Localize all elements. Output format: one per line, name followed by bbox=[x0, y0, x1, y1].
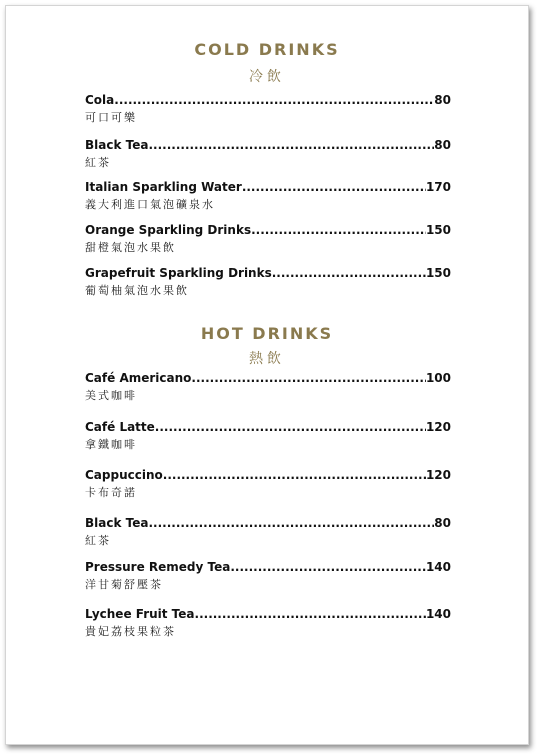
item-chinese-name: 義大利進口氣泡礦泉水 bbox=[85, 198, 215, 211]
item-name: Orange Sparkling Drinks bbox=[85, 223, 252, 237]
dot-leader bbox=[148, 138, 434, 153]
item-price: 170 bbox=[425, 180, 451, 194]
item-price: 120 bbox=[425, 420, 451, 434]
item-price: 120 bbox=[425, 468, 451, 482]
menu-page bbox=[5, 5, 529, 745]
item-name: Cappuccino bbox=[85, 468, 163, 482]
item-chinese-name: 美式咖啡 bbox=[85, 389, 137, 402]
menu-item bbox=[85, 560, 451, 591]
menu-item bbox=[85, 516, 451, 547]
item-name: Grapefruit Sparkling Drinks bbox=[85, 266, 272, 280]
item-price: 140 bbox=[425, 560, 451, 574]
dot-leader bbox=[155, 420, 426, 435]
item-chinese-name: 拿鐵咖啡 bbox=[85, 438, 137, 451]
item-price: 150 bbox=[425, 266, 451, 280]
item-name: Black Tea bbox=[85, 516, 149, 530]
dot-leader bbox=[230, 560, 426, 575]
dot-leader bbox=[272, 266, 426, 281]
menu-item bbox=[85, 138, 451, 169]
dot-leader bbox=[148, 516, 434, 531]
menu-item bbox=[85, 607, 451, 638]
item-chinese-name: 可口可樂 bbox=[85, 111, 137, 124]
dot-leader bbox=[195, 607, 426, 622]
item-price: 150 bbox=[425, 223, 451, 237]
item-price: 80 bbox=[434, 516, 451, 530]
dot-leader bbox=[242, 180, 426, 195]
item-chinese-name: 卡布奇諾 bbox=[85, 486, 137, 499]
menu-item bbox=[85, 266, 451, 297]
dot-leader bbox=[163, 468, 426, 483]
hot-drinks-subtitle: 熱飲 bbox=[249, 351, 285, 367]
item-chinese-name: 紅茶 bbox=[85, 156, 111, 169]
dot-leader bbox=[191, 371, 426, 386]
item-name: Pressure Remedy Tea bbox=[85, 560, 231, 574]
item-name: Cola bbox=[85, 93, 115, 107]
item-name: Lychee Fruit Tea bbox=[85, 607, 195, 621]
item-price: 100 bbox=[425, 371, 451, 385]
item-name: Italian Sparkling Water bbox=[85, 180, 242, 194]
menu-item bbox=[85, 93, 451, 124]
item-price: 80 bbox=[434, 93, 451, 107]
item-name: Black Tea bbox=[85, 138, 149, 152]
cold-drinks-subtitle: 冷飲 bbox=[249, 69, 285, 85]
item-chinese-name: 貴妃荔枝果粒茶 bbox=[85, 625, 176, 638]
item-name: Café Americano bbox=[85, 371, 192, 385]
item-chinese-name: 葡萄柚氣泡水果飲 bbox=[85, 284, 189, 297]
menu-item bbox=[85, 223, 451, 254]
item-chinese-name: 紅茶 bbox=[85, 534, 111, 547]
dot-leader bbox=[114, 93, 434, 108]
menu-item bbox=[85, 180, 451, 211]
item-chinese-name: 甜橙氣泡水果飲 bbox=[85, 241, 176, 254]
menu-item bbox=[85, 420, 451, 451]
item-name: Café Latte bbox=[85, 420, 155, 434]
cold-drinks-title: COLD DRINKS bbox=[194, 40, 340, 59]
item-price: 80 bbox=[434, 138, 451, 152]
item-price: 140 bbox=[425, 607, 451, 621]
menu-item bbox=[85, 371, 451, 402]
menu-item bbox=[85, 468, 451, 499]
item-chinese-name: 洋甘菊舒壓茶 bbox=[85, 578, 163, 591]
dot-leader bbox=[251, 223, 426, 238]
hot-drinks-title: HOT DRINKS bbox=[200, 324, 334, 343]
